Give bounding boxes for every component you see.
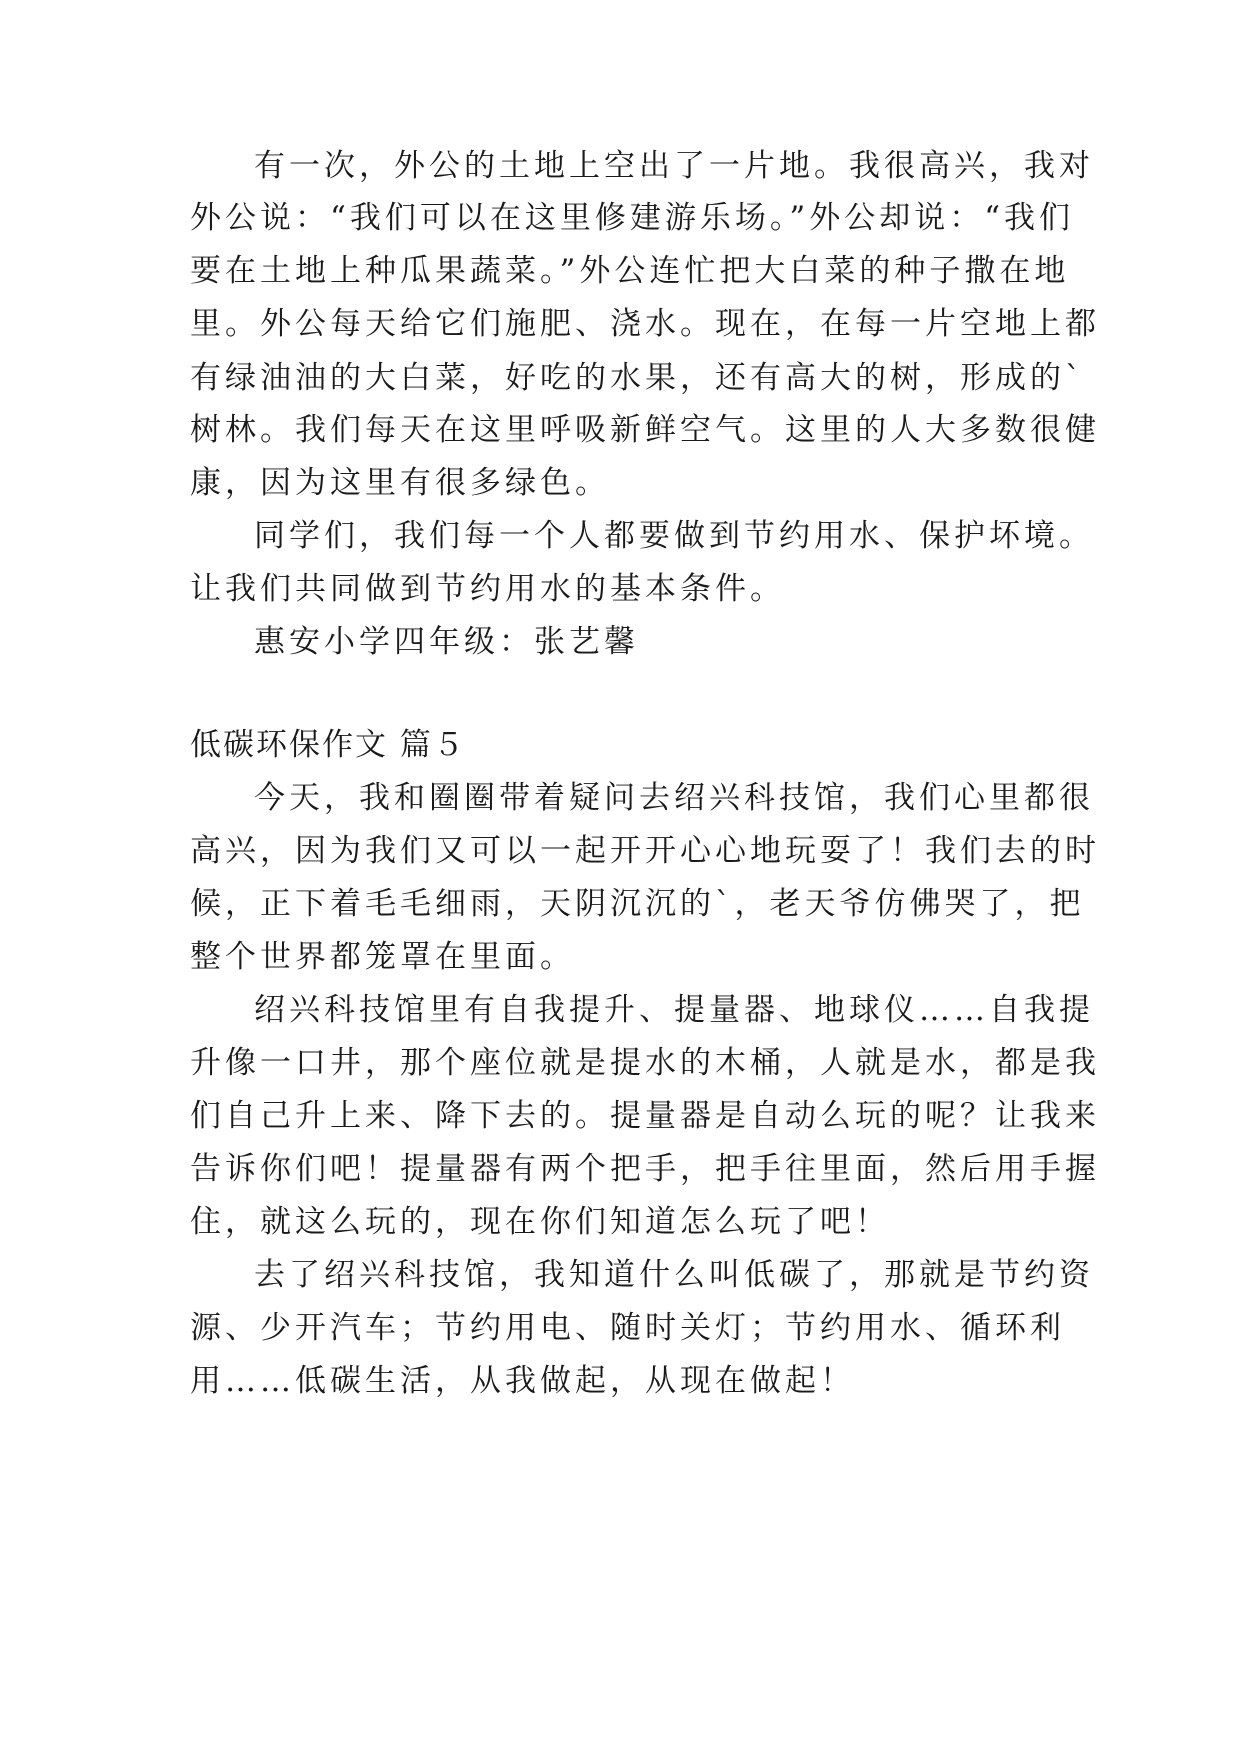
paragraph-line: 同学们，我们每一个人都要做到节约用水、保护坏境。	[254, 518, 1094, 554]
paragraph-line: 里。外公每天给它们施肥、浇水。现在，在每一片空地上都	[190, 306, 1100, 342]
section-heading: 低碳环保作文 篇５	[190, 727, 466, 763]
paragraph-line: 今天，我和圈圈带着疑问去绍兴科技馆，我们心里都很	[254, 780, 1094, 816]
paragraph-line: 高兴，因为我们又可以一起开开心心地玩耍了！我们去的时	[190, 833, 1100, 869]
paragraph-line: 住，就这么玩的，现在你们知道怎么玩了吧！	[190, 1204, 890, 1240]
paragraph-line: 外公说：“我们可以在这里修建游乐场。”外公却说：“我们	[190, 200, 1075, 236]
paragraph-line: 绍兴科技馆里有自我提升、提量器、地球仪……自我提	[254, 992, 1094, 1028]
paragraph-line: 让我们共同做到节约用水的基本条件。	[190, 571, 785, 607]
paragraph-line: 要在土地上种瓜果蔬菜。”外公连忙把大白菜的种子撒在地	[190, 253, 1070, 289]
paragraph-line: 告诉你们吧！提量器有两个把手，把手往里面，然后用手握	[190, 1151, 1100, 1187]
paragraph-line: 用……低碳生活，从我做起，从现在做起！	[190, 1363, 855, 1399]
paragraph-line: 升像一口井，那个座位就是提水的木桶，人就是水，都是我	[190, 1045, 1100, 1081]
paragraph-line: 康，因为这里有很多绿色。	[190, 465, 610, 501]
paragraph-line: 有一次，外公的土地上空出了一片地。我很高兴，我对	[254, 148, 1094, 184]
paragraph-line: 树林。我们每天在这里呼吸新鲜空气。这里的人大多数很健	[190, 412, 1100, 448]
paragraph-line: 源、少开汽车；节约用电、随时关灯；节约用水、循环利	[190, 1310, 1065, 1346]
signature-line: 惠安小学四年级：张艺馨	[254, 624, 639, 660]
paragraph-line: 去了绍兴科技馆，我知道什么叫低碳了，那就是节约资	[254, 1257, 1094, 1293]
paragraph-line: 整个世界都笼罩在里面。	[190, 939, 575, 975]
paragraph-line: 们自己升上来、降下去的。提量器是自动么玩的呢？让我来	[190, 1098, 1100, 1134]
paragraph-line: 候，正下着毛毛细雨，天阴沉沉的`，老天爷仿佛哭了，把	[190, 886, 1085, 922]
paragraph-line: 有绿油油的大白菜，好吃的水果，还有高大的树，形成的`	[190, 360, 1085, 396]
